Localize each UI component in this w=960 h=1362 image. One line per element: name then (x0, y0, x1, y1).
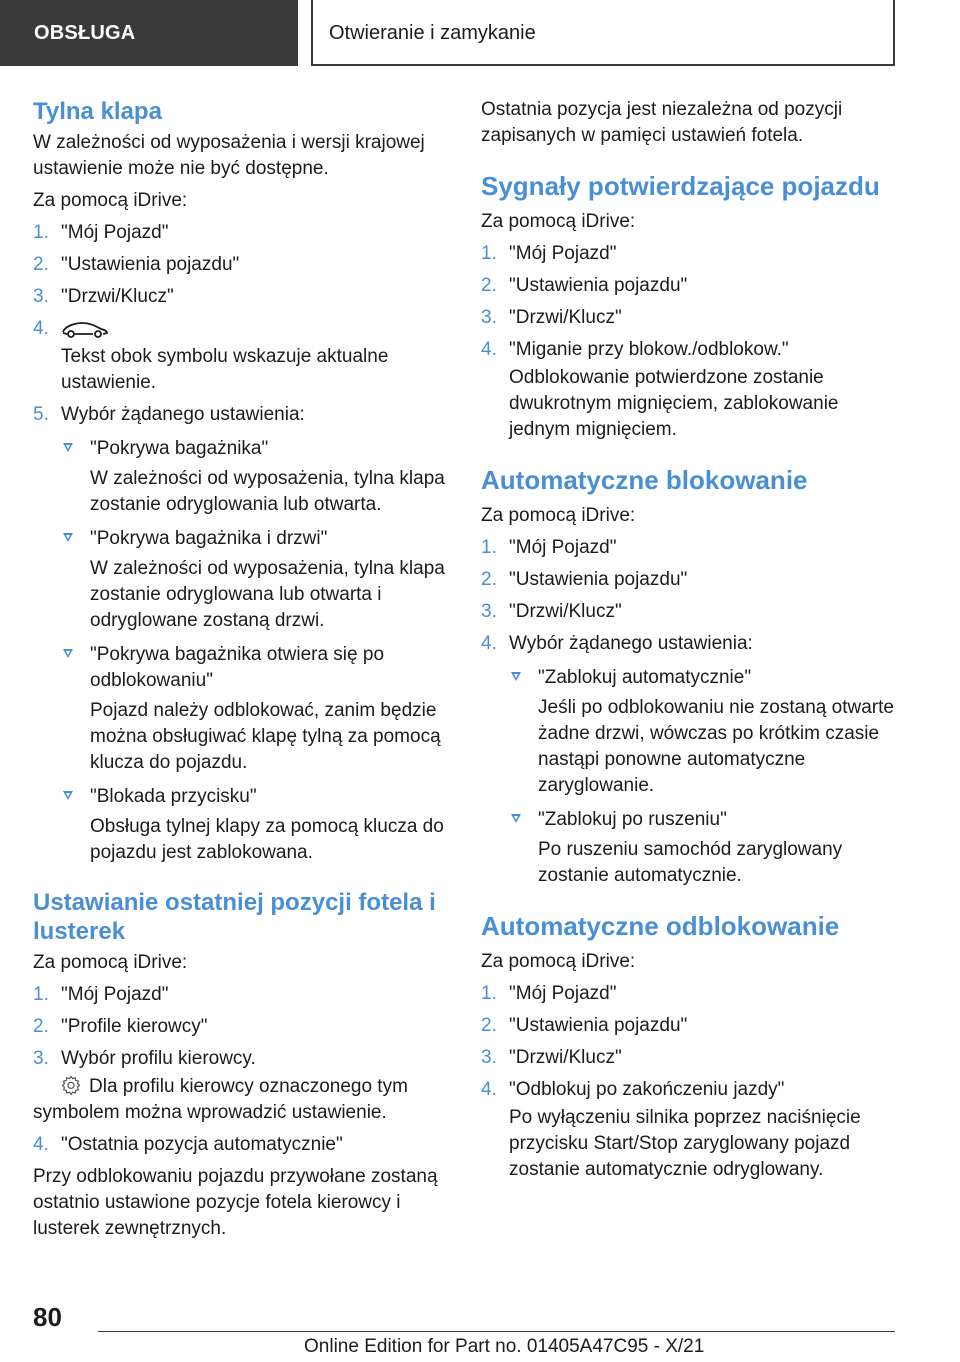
option-label: "Blokada przycisku" (90, 786, 257, 807)
step-number: 1. (33, 984, 49, 1005)
step-item (33, 1132, 445, 1158)
step-item (481, 1013, 899, 1039)
step-item (481, 1077, 899, 1183)
left-column (33, 98, 445, 1248)
step-item (481, 305, 899, 331)
heading-sygnaly: Sygnały potwierdzające pojazdu (481, 171, 880, 201)
step-text: "Mój Pojazd" (61, 984, 169, 1005)
steps-list-autolock (481, 535, 899, 889)
option-label: "Zablokuj po ruszeniu" (538, 809, 727, 830)
step-number: 3. (481, 1047, 497, 1068)
step-text: "Profile kierowcy" (61, 1016, 208, 1037)
step-number: 3. (481, 307, 497, 328)
options-list (509, 665, 899, 889)
triangle-bullet-icon (63, 533, 73, 542)
option-description: Pojazd należy odblokować, zanim będzie można obsługiwać klapę tylną za pomocą klucza do pojazdu. (90, 700, 441, 773)
step-description: Po wyłączeniu silnika poprzez naciśnięcie przycisku Start/Stop zaryglowany pojazd zostanie automatycznie odryglowany. (509, 1107, 861, 1180)
heading-ostatnia-pozycja: Ustawianie ostatniej pozycji fotela i lusterek (33, 889, 436, 945)
step-item (481, 631, 899, 889)
step-item (481, 599, 899, 625)
step-number: 2. (481, 1015, 497, 1036)
step-text: "Drzwi/Klucz" (509, 601, 622, 622)
step-text: Wybór żądanego ustawienia: (509, 633, 753, 654)
step-number: 2. (481, 275, 497, 296)
step-number: 4. (481, 339, 497, 360)
step-number: 3. (33, 1048, 49, 1069)
step-number: 4. (481, 1079, 497, 1100)
triangle-bullet-icon (63, 649, 73, 658)
heading-auto-blokowanie: Automatyczne blokowanie (481, 465, 808, 495)
step-item (33, 402, 445, 866)
step-item (33, 1014, 445, 1040)
option-description: Jeśli po odblokowaniu nie zostaną otwarte żadne drzwi, wówczas po krótkim czasie nastąpi ponowne automatyczne zaryglowanie. (538, 697, 894, 796)
heading-auto-odblokowanie: Automatyczne odblokowanie (481, 911, 840, 941)
outro-text: Przy odblokowaniu pojazdu przywołane zostaną ostatnio ustawione pozycje fotela kierowcy i lusterek zewnętrznych. (33, 1166, 438, 1239)
option-item (61, 436, 445, 518)
via-idrive: Za pomocą iDrive: (33, 190, 188, 211)
step-description: Tekst obok symbolu wskazuje aktualne ustawienie. (61, 346, 389, 393)
step-number: 1. (33, 222, 49, 243)
option-description: W zależności od wyposażenia, tylna klapa zostanie odryglowana lub otwarta i odryglowane zostaną drzwi. (90, 558, 445, 631)
steps-list-autounlock (481, 981, 899, 1183)
step-item (481, 1045, 899, 1071)
step-text: "Mój Pojazd" (509, 243, 617, 264)
footer-divider (98, 1331, 895, 1332)
step-description-text: Dla profilu kierowcy oznaczonego tym symbolem można wprowadzić ustawienie. (33, 1076, 408, 1123)
option-description: Obsługa tylnej klapy za pomocą klucza do pojazdu jest zablokowana. (90, 816, 444, 863)
edition-text: Online Edition for Part no. 01405A47C95 - X/21 (304, 1336, 705, 1357)
step-text: "Ustawienia pojazdu" (509, 1015, 688, 1036)
step-item (33, 220, 445, 246)
option-item (61, 526, 445, 634)
step-number: 3. (481, 601, 497, 622)
option-label: "Pokrywa bagażnika i drzwi" (90, 528, 328, 549)
steps-list-signals (481, 241, 899, 443)
step-item (33, 316, 445, 396)
step-description (33, 1074, 445, 1126)
intro-text: W zależności od wyposażenia i wersji krajowej ustawienie może nie być dostępne. (33, 132, 425, 179)
steps-list-2 (33, 982, 445, 1158)
via-idrive: Za pomocą iDrive: (33, 952, 188, 973)
option-item (509, 807, 899, 889)
options-list (61, 436, 445, 866)
step-number: 4. (33, 318, 49, 339)
option-item (61, 642, 445, 776)
step-number: 5. (33, 404, 49, 425)
step-item (33, 982, 445, 1008)
step-description: Odblokowanie potwierdzone zostanie dwukrotnym mignięciem, zablokowanie jednym mignięciem. (509, 367, 839, 440)
step-text: "Ustawienia pojazdu" (509, 569, 688, 590)
step-text: "Drzwi/Klucz" (509, 307, 622, 328)
triangle-bullet-icon (511, 672, 521, 681)
steps-list (33, 220, 445, 866)
step-item (481, 241, 899, 267)
step-item (33, 252, 445, 278)
triangle-bullet-icon (63, 443, 73, 452)
via-idrive: Za pomocą iDrive: (481, 211, 636, 232)
step-number: 1. (481, 537, 497, 558)
step-text: "Drzwi/Klucz" (509, 1047, 622, 1068)
page-number: 80 (33, 1302, 62, 1332)
triangle-bullet-icon (63, 791, 73, 800)
step-text: "Ustawienia pojazdu" (509, 275, 688, 296)
step-text: "Mój Pojazd" (509, 537, 617, 558)
step-text: Wybór żądanego ustawienia: (61, 404, 305, 425)
step-number: 2. (481, 569, 497, 590)
right-column (481, 97, 899, 1183)
step-item (33, 1046, 445, 1126)
step-text: "Miganie przy blokow./odblokow." (509, 339, 789, 360)
triangle-bullet-icon (511, 814, 521, 823)
option-label: "Pokrywa bagażnika otwiera się po odblokowaniu" (90, 644, 385, 691)
step-text: "Drzwi/Klucz" (61, 286, 174, 307)
step-item (481, 273, 899, 299)
gear-icon (61, 1075, 81, 1095)
step-number: 2. (33, 254, 49, 275)
step-number: 4. (33, 1134, 49, 1155)
step-item (481, 981, 899, 1007)
step-item (481, 535, 899, 561)
step-number: 4. (481, 633, 497, 654)
page-header (0, 0, 960, 66)
step-text: "Mój Pojazd" (509, 983, 617, 1004)
step-text: "Ostatnia pozycja automatycznie" (61, 1134, 343, 1155)
step-item (481, 337, 899, 443)
section-tab: OBSŁUGA (0, 0, 298, 66)
step-text: Wybór profilu kierowcy. (61, 1048, 256, 1069)
chapter-title: Otwieranie i zamykanie (311, 0, 895, 66)
option-label: "Pokrywa bagażnika" (90, 438, 269, 459)
step-text: "Ustawienia pojazdu" (61, 254, 240, 275)
heading-tylna-klapa: Tylna klapa (33, 98, 162, 125)
option-item (61, 784, 445, 866)
via-idrive: Za pomocą iDrive: (481, 951, 636, 972)
step-number: 1. (481, 983, 497, 1004)
option-label: "Zablokuj automatycznie" (538, 667, 752, 688)
step-text: "Odblokuj po zakończeniu jazdy" (509, 1079, 785, 1100)
continuation-text: Ostatnia pozycja jest niezależna od pozycji zapisanych w pamięci ustawień fotela. (481, 99, 843, 146)
step-text: "Mój Pojazd" (61, 222, 169, 243)
via-idrive: Za pomocą iDrive: (481, 505, 636, 526)
step-number: 2. (33, 1016, 49, 1037)
step-item (481, 567, 899, 593)
step-item (33, 284, 445, 310)
step-number: 3. (33, 286, 49, 307)
car-icon (61, 319, 109, 339)
option-description: Po ruszeniu samochód zaryglowany zostanie automatycznie. (538, 839, 843, 886)
option-description: W zależności od wyposażenia, tylna klapa zostanie odryglowania lub otwarta. (90, 468, 445, 515)
step-number: 1. (481, 243, 497, 264)
option-item (509, 665, 899, 799)
